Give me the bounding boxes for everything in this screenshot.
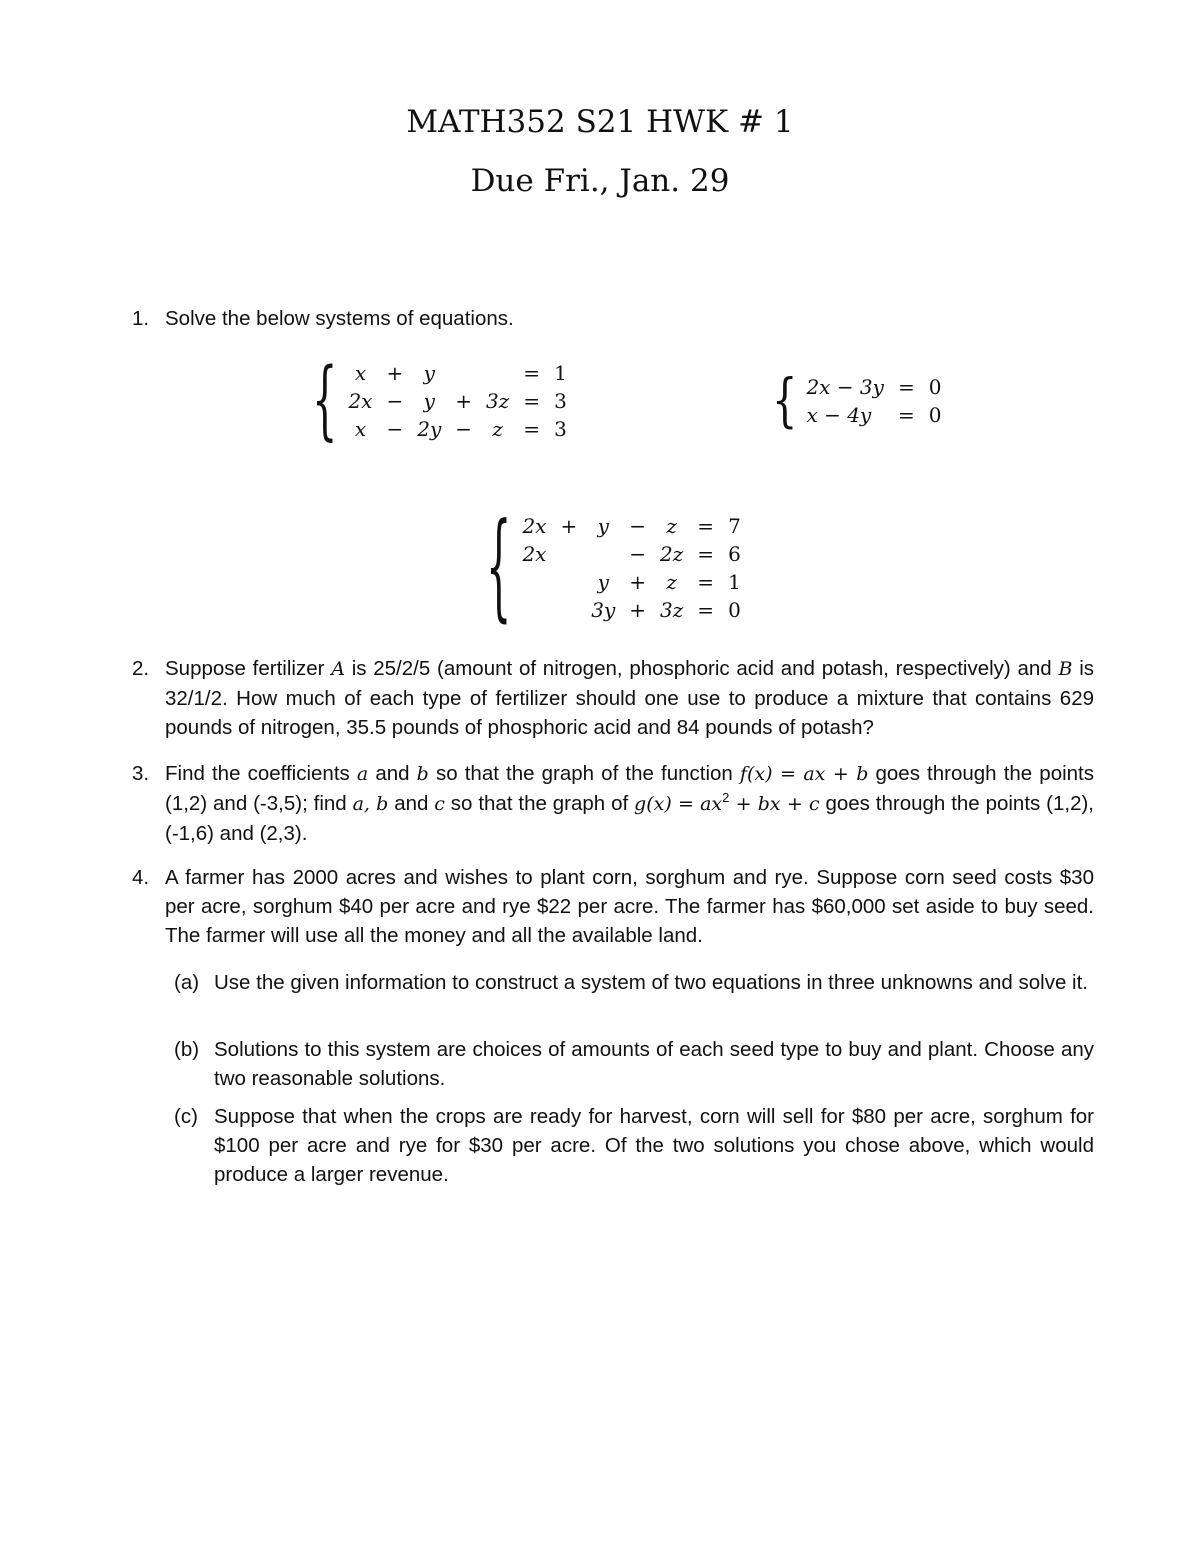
left-brace-icon: {	[312, 351, 338, 451]
part-label: (c)	[174, 1105, 198, 1128]
part-text: Use the given information to construct a system of two equations in three unknowns and solve it.	[214, 971, 1088, 994]
problem-number: 1.	[132, 307, 150, 330]
problem-3	[132, 759, 1094, 848]
equation-system-3	[486, 501, 748, 635]
problem-number: 3.	[132, 762, 150, 785]
system-3-table	[515, 512, 747, 624]
equation-row: 2x + y − z = 7	[522, 514, 741, 538]
equation-row: x − 2y − z = 3	[354, 417, 567, 441]
part-label: (b)	[174, 1038, 200, 1061]
problem-1	[132, 304, 1094, 333]
problem-4-part-b	[174, 1035, 1094, 1093]
left-brace-icon: {	[486, 501, 512, 635]
equation-row: x − 4y = 0	[806, 403, 942, 427]
page-title: MATH352 S21 HWK # 1	[406, 104, 794, 140]
part-text: Solutions to this system are choices of amounts of each seed type to buy and plant. Choose any two reasonable solutions.	[214, 1038, 1094, 1090]
equation-system-2	[772, 367, 948, 435]
due-date: Due Fri., Jan. 29	[470, 163, 730, 199]
system-2-table	[799, 373, 948, 429]
equation-row: 3y + 3z = 0	[591, 598, 741, 622]
part-text: Suppose that when the crops are ready for harvest, corn will sell for $80 per acre, sorghum for $100 per acre and rye for $30 per acre. Of the two solutions you chose above, which would produce a larger revenue.	[214, 1105, 1094, 1186]
equation-system-1	[312, 351, 574, 451]
equation-row: 2x − 3y = 0	[806, 375, 942, 399]
equation-row: x + y = 1	[354, 361, 567, 385]
left-brace-icon: {	[772, 367, 798, 435]
problem-2	[132, 654, 1094, 742]
equation-row: 2x − y + 3z = 3	[348, 389, 567, 413]
problem-text: Suppose fertilizer A is 25/2/5 (amount of nitrogen, phosphoric acid and potash, respectively) and B is 32/1/2. How much of each type of fertilizer should one use to produce a mixture that contains 629 pounds of nitrogen, 35.5 pounds of phosphoric acid and 84 pounds of potash?	[165, 657, 1094, 739]
problem-text: A farmer has 2000 acres and wishes to plant corn, sorghum and rye. Suppose corn seed costs $30 per acre, sorghum $40 per acre and rye $22 per acre. The farmer has $60,000 set aside to buy seed. The farmer will use all the money and all the available land.	[165, 866, 1094, 947]
problem-text: Solve the below systems of equations.	[165, 307, 514, 330]
part-label: (a)	[174, 971, 200, 994]
problem-text: Find the coefficients a and b so that the graph of the function f(x) = ax + b goes through the points (1,2) and (-3,5); find a, b and c so that the graph of $g(x) = ax^2$ + bx + c goes through the points (1,2), (-1,6) and (2,3).	[165, 762, 1095, 845]
problem-number: 4.	[132, 866, 150, 889]
problem-number: 2.	[132, 657, 150, 680]
system-1-table	[341, 359, 573, 443]
problem-4-part-a	[174, 968, 1094, 997]
equation-row: 2x − 2z = 6	[522, 542, 741, 566]
problem-4-part-c	[174, 1102, 1094, 1189]
problem-4	[132, 863, 1094, 950]
equation-row: y + z = 1	[597, 570, 741, 594]
